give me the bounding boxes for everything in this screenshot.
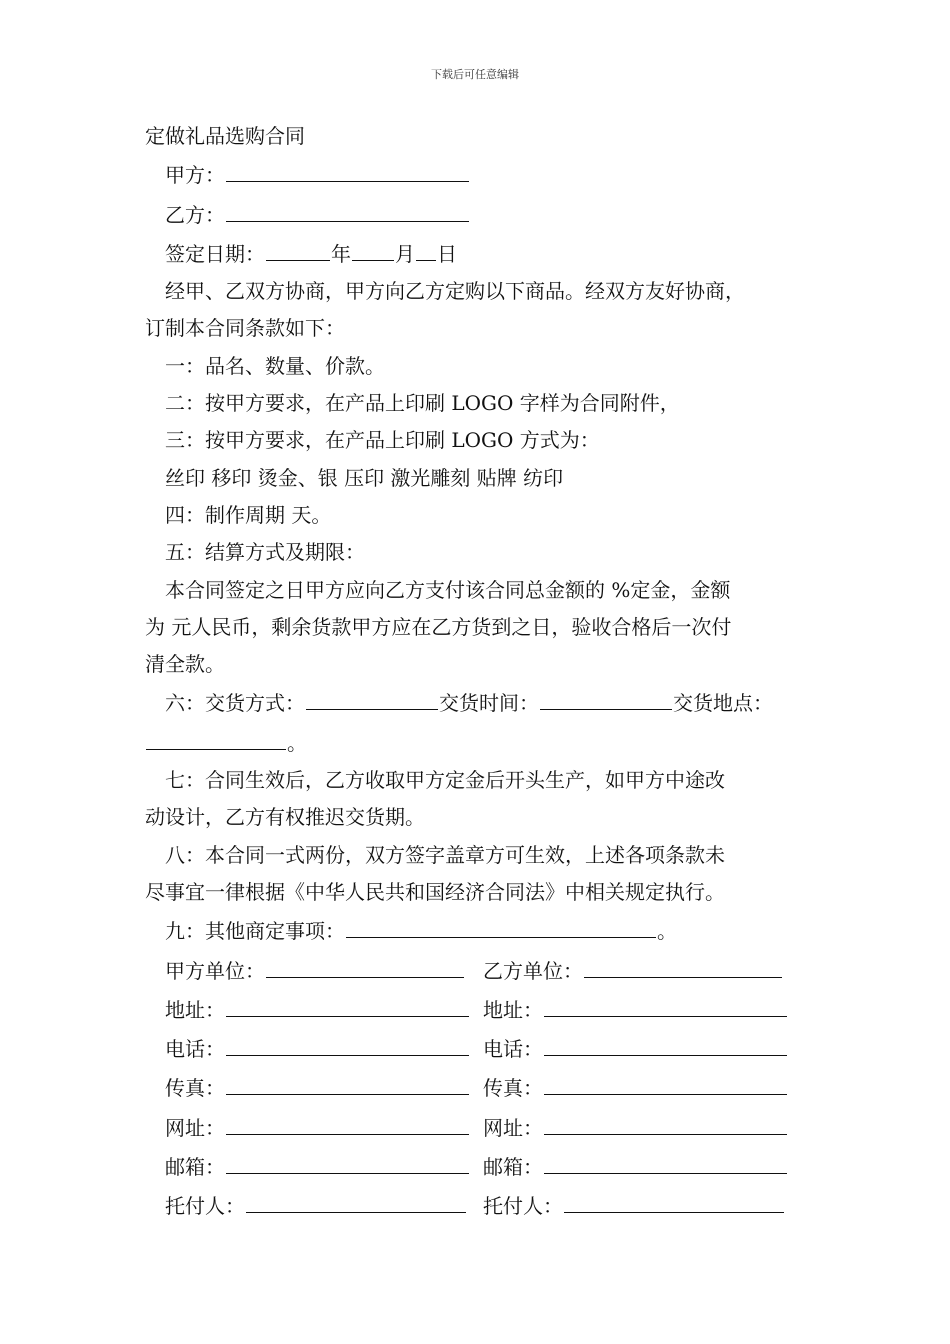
web-a-blank[interactable]	[226, 1108, 469, 1135]
year-label: 年	[331, 241, 351, 266]
other-matters-label: 九：其他商定事项：	[165, 919, 345, 944]
party-a-line	[145, 155, 815, 194]
web-b-label: 网址：	[483, 1115, 543, 1140]
clause-5: 五：结算方式及期限：	[165, 540, 365, 565]
clause-2: 二：按甲方要求，在产品上印刷 LOGO 字样为合同附件，	[165, 391, 680, 416]
fax-a-label: 传真：	[165, 1076, 225, 1101]
party-a-blank[interactable]	[226, 155, 469, 182]
day-label: 日	[437, 241, 457, 266]
intro-line-2: 订制本合同条款如下：	[145, 316, 345, 341]
agent-a-label: 托付人：	[165, 1194, 245, 1219]
mail-b-label: 邮箱：	[483, 1155, 543, 1180]
clause-6-end: 。	[287, 730, 307, 755]
clause-6-line-2	[145, 723, 815, 762]
intro-line-1: 经甲、乙双方协商，甲方向乙方定购以下商品。经双方友好协商，	[165, 279, 745, 304]
clause-6-line-1	[145, 683, 815, 722]
delivery-method-blank[interactable]	[306, 683, 438, 710]
print-methods: 丝印 移印 烫金、银 压印 激光雕刻 贴牌 纺印	[165, 465, 564, 490]
doc-title: 定做礼品选购合同	[145, 124, 305, 148]
page-header: 下载后可任意编辑	[431, 68, 519, 81]
clause-8-line-1: 八：本合同一式两份，双方签字盖章方可生效，上述各项条款未	[165, 842, 725, 867]
sig-row-agent	[145, 1186, 815, 1225]
delivery-place-blank[interactable]	[146, 723, 286, 750]
mail-b-blank[interactable]	[544, 1147, 787, 1174]
mail-a-blank[interactable]	[226, 1147, 469, 1174]
addr-b-blank[interactable]	[544, 990, 787, 1017]
party-b-blank[interactable]	[226, 195, 469, 222]
sig-row-unit	[145, 951, 815, 990]
unit-a-blank[interactable]	[266, 951, 464, 978]
party-a-label: 甲方：	[165, 163, 225, 188]
sign-date-label: 签定日期：	[165, 241, 265, 266]
web-a-label: 网址：	[165, 1115, 225, 1140]
clause-9	[145, 911, 815, 950]
clause-8-line-2: 尽事宜一律根据《中华人民共和国经济合同法》中相关规定执行。	[145, 879, 725, 904]
other-matters-blank[interactable]	[346, 911, 656, 938]
sig-row-phone	[145, 1029, 815, 1068]
fax-a-blank[interactable]	[226, 1068, 469, 1095]
agent-b-label: 托付人：	[483, 1194, 563, 1219]
party-b-label: 乙方：	[165, 202, 225, 227]
fax-b-blank[interactable]	[544, 1068, 787, 1095]
clause-3: 三：按甲方要求，在产品上印刷 LOGO 方式为：	[165, 428, 600, 453]
web-b-blank[interactable]	[544, 1108, 787, 1135]
month-label: 月	[395, 241, 415, 266]
delivery-method-label: 六：交货方式：	[165, 691, 305, 716]
sign-date-line	[145, 234, 815, 273]
clause-7-line-1: 七：合同生效后，乙方收取甲方定金后开头生产，如甲方中途改	[165, 768, 725, 793]
unit-b-blank[interactable]	[584, 951, 782, 978]
clause-4: 四：制作周期 天。	[165, 502, 332, 527]
payment-line-3: 清全款。	[145, 652, 225, 677]
agent-a-blank[interactable]	[246, 1186, 466, 1213]
clause-7-line-2: 动设计，乙方有权推迟交货期。	[145, 805, 425, 830]
mail-a-label: 邮箱：	[165, 1155, 225, 1180]
agent-b-blank[interactable]	[564, 1186, 784, 1213]
sig-row-address	[145, 990, 815, 1029]
sig-row-web	[145, 1108, 815, 1147]
sig-row-fax	[145, 1068, 815, 1107]
unit-a-label: 甲方单位：	[165, 958, 265, 983]
delivery-place-label: 交货地点：	[673, 691, 773, 716]
month-blank[interactable]	[352, 234, 394, 261]
tel-a-blank[interactable]	[226, 1029, 469, 1056]
delivery-time-blank[interactable]	[540, 683, 672, 710]
fax-b-label: 传真：	[483, 1076, 543, 1101]
day-blank[interactable]	[416, 234, 436, 261]
unit-b-label: 乙方单位：	[483, 958, 583, 983]
addr-a-blank[interactable]	[226, 990, 469, 1017]
tel-b-blank[interactable]	[544, 1029, 787, 1056]
addr-b-label: 地址：	[483, 997, 543, 1022]
payment-line-2: 为 元人民币，剩余货款甲方应在乙方货到之日，验收合格后一次付	[145, 614, 732, 639]
contract-body	[145, 118, 815, 1226]
clause-1: 一：品名、数量、价款。	[165, 353, 385, 378]
payment-line-1: 本合同签定之日甲方应向乙方支付该合同总金额的 %定金，金额	[165, 577, 731, 602]
delivery-time-label: 交货时间：	[439, 691, 539, 716]
addr-a-label: 地址：	[165, 997, 225, 1022]
year-blank[interactable]	[266, 234, 330, 261]
party-b-line	[145, 195, 815, 234]
tel-b-label: 电话：	[483, 1037, 543, 1062]
tel-a-label: 电话：	[165, 1037, 225, 1062]
sig-row-mail	[145, 1147, 815, 1186]
clause-9-end: 。	[657, 919, 677, 944]
